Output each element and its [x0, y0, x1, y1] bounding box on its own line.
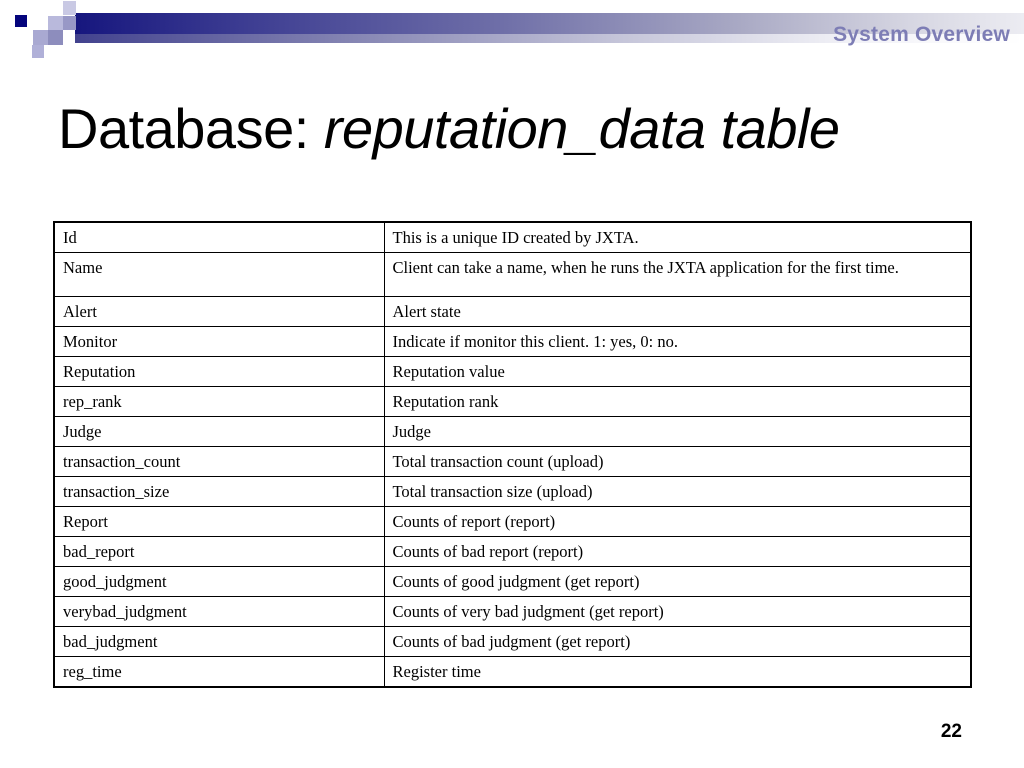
field-cell: rep_rank: [54, 387, 384, 417]
field-cell: transaction_count: [54, 447, 384, 477]
field-cell: Judge: [54, 417, 384, 447]
description-cell: Indicate if monitor this client. 1: yes, 0: no.: [384, 327, 971, 357]
field-cell: reg_time: [54, 657, 384, 688]
deco-square: [63, 16, 76, 30]
deco-square: [48, 30, 63, 45]
deco-square: [15, 15, 27, 27]
deco-square: [32, 45, 44, 58]
description-cell: Alert state: [384, 297, 971, 327]
field-cell: good_judgment: [54, 567, 384, 597]
table-row: [54, 477, 971, 507]
deco-square: [63, 1, 76, 15]
page-title-emphasis: reputation_data table: [323, 97, 840, 160]
deco-square: [33, 30, 48, 45]
field-cell: transaction_size: [54, 477, 384, 507]
description-cell: Reputation rank: [384, 387, 971, 417]
field-cell: bad_report: [54, 537, 384, 567]
section-title: System Overview: [833, 23, 1010, 46]
field-cell: Report: [54, 507, 384, 537]
table-row: [54, 357, 971, 387]
table-row: [54, 327, 971, 357]
reputation-data-table: [53, 221, 972, 688]
page-number: 22: [940, 721, 962, 742]
deco-square: [48, 16, 63, 30]
description-cell: Counts of bad judgment (get report): [384, 627, 971, 657]
table-row: [54, 417, 971, 447]
description-cell: Total transaction size (upload): [384, 477, 971, 507]
table-row: [54, 297, 971, 327]
description-cell: Counts of good judgment (get report): [384, 567, 971, 597]
field-cell: Alert: [54, 297, 384, 327]
description-cell: This is a unique ID created by JXTA.: [384, 222, 971, 253]
table-row: [54, 387, 971, 417]
description-cell: Register time: [384, 657, 971, 688]
description-cell: Judge: [384, 417, 971, 447]
description-cell: Counts of report (report): [384, 507, 971, 537]
description-cell: Counts of very bad judgment (get report): [384, 597, 971, 627]
description-cell: Counts of bad report (report): [384, 537, 971, 567]
field-cell: Reputation: [54, 357, 384, 387]
field-cell: Monitor: [54, 327, 384, 357]
table-row: [54, 507, 971, 537]
table-row: [54, 222, 971, 253]
description-cell: Reputation value: [384, 357, 971, 387]
table-row: [54, 567, 971, 597]
table-row: [54, 447, 971, 477]
table-row: [54, 537, 971, 567]
description-cell: Total transaction count (upload): [384, 447, 971, 477]
description-cell: Client can take a name, when he runs the JXTA application for the first time.: [384, 253, 971, 297]
field-cell: verybad_judgment: [54, 597, 384, 627]
field-cell: Name: [54, 253, 384, 297]
field-cell: bad_judgment: [54, 627, 384, 657]
table-row: [54, 253, 971, 297]
table-row: [54, 627, 971, 657]
page-title: [58, 96, 840, 161]
table-row: [54, 597, 971, 627]
page-title-prefix: Database:: [58, 97, 324, 160]
table-row: [54, 657, 971, 688]
field-cell: Id: [54, 222, 384, 253]
